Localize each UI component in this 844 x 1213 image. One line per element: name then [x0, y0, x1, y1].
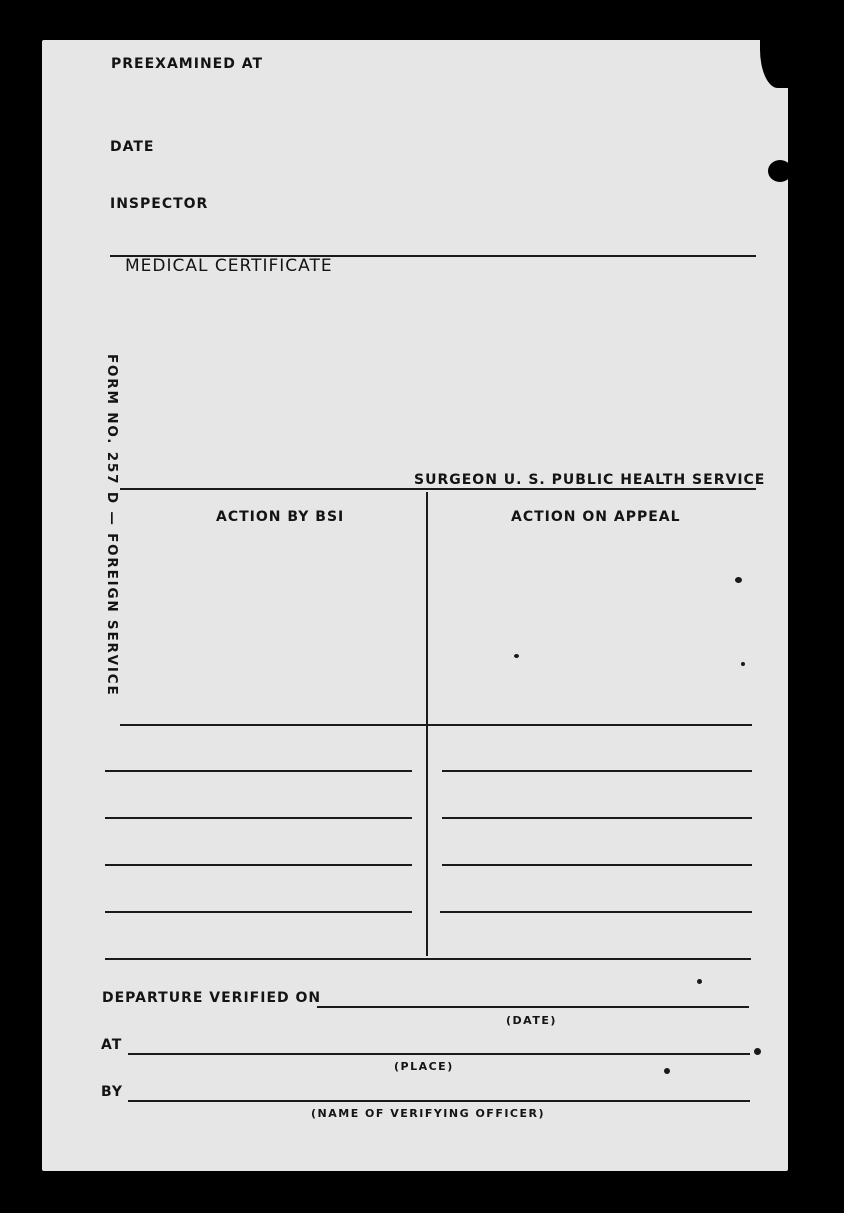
appeal-line-4 [442, 864, 752, 866]
action-by-bsi-label: ACTION BY BSI [216, 509, 345, 525]
surgeon-signature-label: SURGEON U. S. PUBLIC HEALTH SERVICE [414, 472, 766, 488]
officer-caption: (NAME OF VERIFYING OFFICER) [311, 1107, 546, 1120]
ink-speck [741, 662, 745, 666]
departure-date-line [317, 1006, 749, 1008]
appeal-line-3 [442, 817, 752, 819]
action-on-appeal-label: ACTION ON APPEAL [511, 509, 681, 525]
bsi-line-4 [105, 864, 412, 866]
preexamined-at-label: PREEXAMINED AT [111, 56, 264, 72]
appeal-line-1 [428, 724, 752, 726]
place-line [128, 1053, 750, 1055]
officer-line [128, 1100, 750, 1102]
ink-speck [664, 1068, 670, 1074]
by-label: BY [101, 1084, 124, 1100]
bsi-line-5 [105, 911, 412, 913]
section-rule [105, 958, 751, 960]
ink-speck [735, 577, 742, 583]
place-caption: (PLACE) [394, 1060, 454, 1073]
medical-certificate-title: MEDICAL CERTIFICATE [125, 256, 333, 276]
signature-rule [120, 488, 756, 490]
torn-edge-hole [768, 160, 792, 182]
bsi-line-2 [105, 770, 412, 772]
form-number-label: FORM NO. 257 D — FOREIGN SERVICE [104, 354, 120, 697]
date-caption: (DATE) [506, 1014, 557, 1027]
appeal-line-5 [440, 911, 752, 913]
at-label: AT [101, 1037, 123, 1053]
bsi-line-3 [105, 817, 412, 819]
bsi-line-1 [120, 724, 426, 726]
ink-speck [754, 1048, 761, 1055]
inspector-label: INSPECTOR [110, 196, 209, 212]
ink-speck [697, 979, 702, 984]
departure-verified-label: DEPARTURE VERIFIED ON [102, 990, 322, 1006]
date-label: DATE [110, 139, 155, 155]
ink-speck [514, 654, 519, 658]
appeal-line-2 [442, 770, 752, 772]
